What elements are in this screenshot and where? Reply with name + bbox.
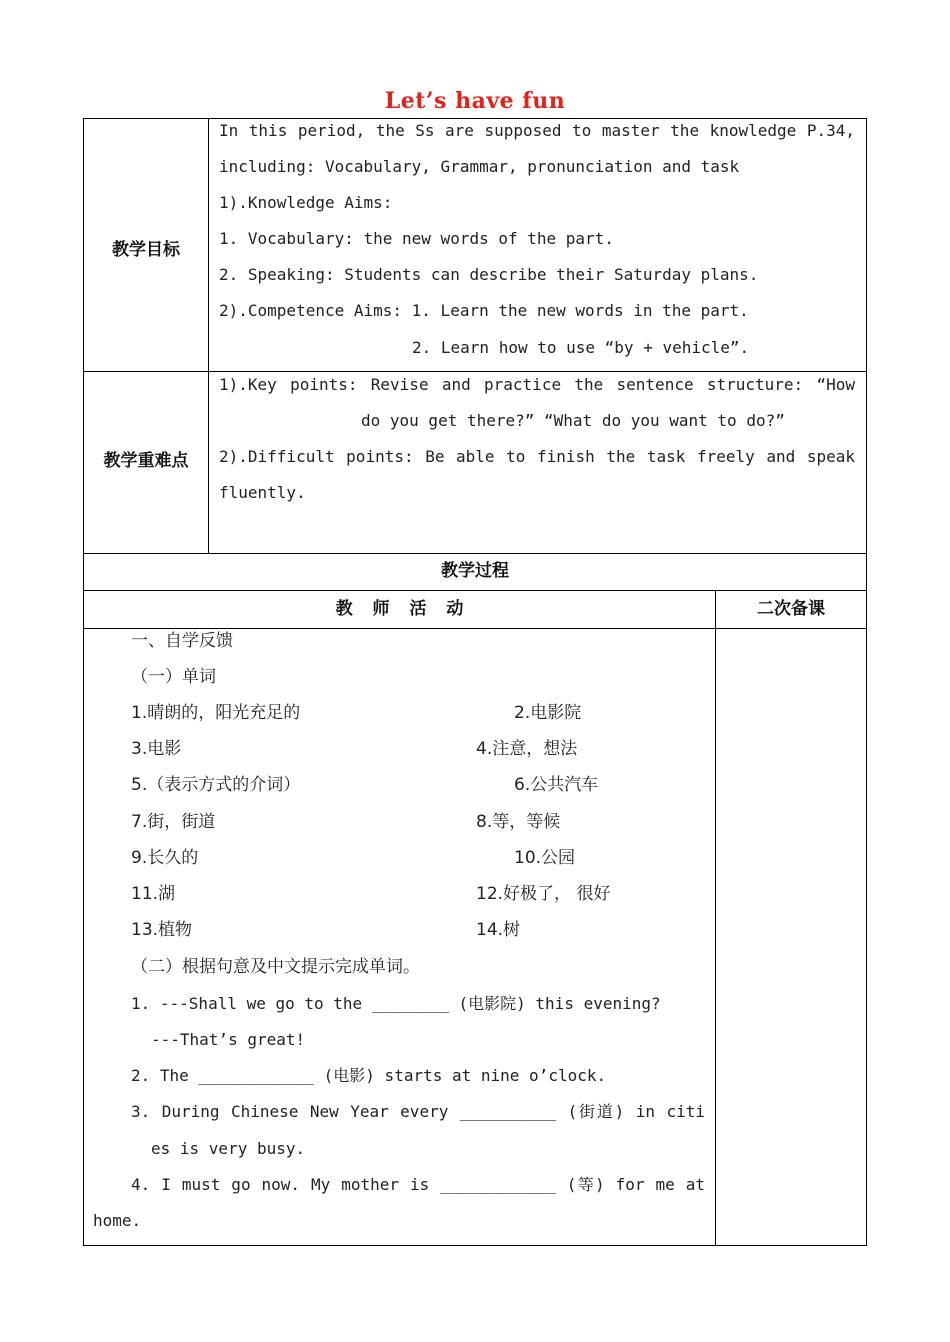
page-title: Let’s have fun (384, 88, 566, 114)
label-column-divider (208, 118, 209, 554)
table-border-left (83, 118, 84, 1246)
vocab-item: 2.电影院 (514, 703, 582, 723)
row-divider-process (83, 590, 867, 591)
aims-line: including: Vocabulary, Grammar, pronunciation and task (219, 157, 740, 176)
process-heading: 教学过程 (441, 561, 509, 581)
aims-line: 1. Vocabulary: the new words of the part. (219, 229, 614, 248)
notes-column-divider (715, 590, 716, 1246)
vocab-item: 10.公园 (514, 848, 576, 868)
second-prep-header: 二次备课 (757, 599, 825, 619)
vocab-item: 1.晴朗的，阳光充足的 (131, 703, 301, 723)
row-divider-aims (83, 371, 867, 372)
vocab-item: 4.注意，想法 (476, 739, 578, 759)
exercise-line: 4. I must go now. My mother is ____________ (等) for me at (131, 1175, 705, 1194)
vocab-item: 3.电影 (131, 739, 182, 759)
aims-line: 1).Knowledge Aims: (219, 193, 393, 212)
vocab-item: 8.等，等候 (476, 812, 561, 832)
key-points-label: 教学重难点 (103, 451, 189, 471)
section-heading: 一、自学反馈 (131, 631, 233, 651)
teacher-activity-header: 教 师 活 动 (335, 599, 464, 619)
vocab-item: 9.长久的 (131, 848, 199, 868)
exercise-line: home. (93, 1211, 142, 1230)
row-divider-columns (83, 628, 867, 629)
aims-line: 2).Competence Aims: 1. Learn the new words in the part. (219, 301, 749, 320)
exercise-line: es is very busy. (151, 1139, 306, 1158)
table-border-right (866, 118, 867, 1246)
key-points-line: 1).Key points: Revise and practice the sentence structure: “How (219, 375, 855, 394)
subsection-heading: （二）根据句意及中文提示完成单词。 (131, 957, 420, 977)
vocab-item: 13.植物 (131, 920, 193, 940)
key-points-line: 2).Difficult points: Be able to finish the task freely and speak (219, 447, 855, 466)
vocab-item: 12.好极了， 很好 (476, 884, 611, 904)
exercise-line: 1. ---Shall we go to the ________ (电影院) this evening? (131, 994, 661, 1013)
exercise-line: 2. The ____________ (电影) starts at nine o’clock. (131, 1066, 607, 1085)
row-divider-points (83, 553, 867, 554)
vocab-item: 6.公共汽车 (514, 775, 599, 795)
aims-line: In this period, the Ss are supposed to master the knowledge P.34, (219, 121, 855, 140)
key-points-line: do you get there?” “What do you want to do?” (361, 411, 785, 430)
aims-line: 2. Learn how to use “by + vehicle”. (412, 338, 750, 357)
vocab-item: 5.（表示方式的介词） (131, 775, 301, 795)
vocab-item: 7.街，街道 (131, 812, 216, 832)
aims-label: 教学目标 (112, 240, 180, 260)
aims-line: 2. Speaking: Students can describe their Saturday plans. (219, 265, 759, 284)
table-border-bottom (83, 1245, 867, 1246)
vocab-item: 14.树 (476, 920, 521, 940)
key-points-line: fluently. (219, 483, 306, 502)
table-border-top (83, 118, 867, 119)
exercise-line: ---That’s great! (151, 1030, 306, 1049)
exercise-line: 3. During Chinese New Year every __________ (街道) in citi (131, 1102, 705, 1121)
vocab-item: 11.湖 (131, 884, 176, 904)
subsection-heading: （一）单词 (131, 667, 216, 687)
